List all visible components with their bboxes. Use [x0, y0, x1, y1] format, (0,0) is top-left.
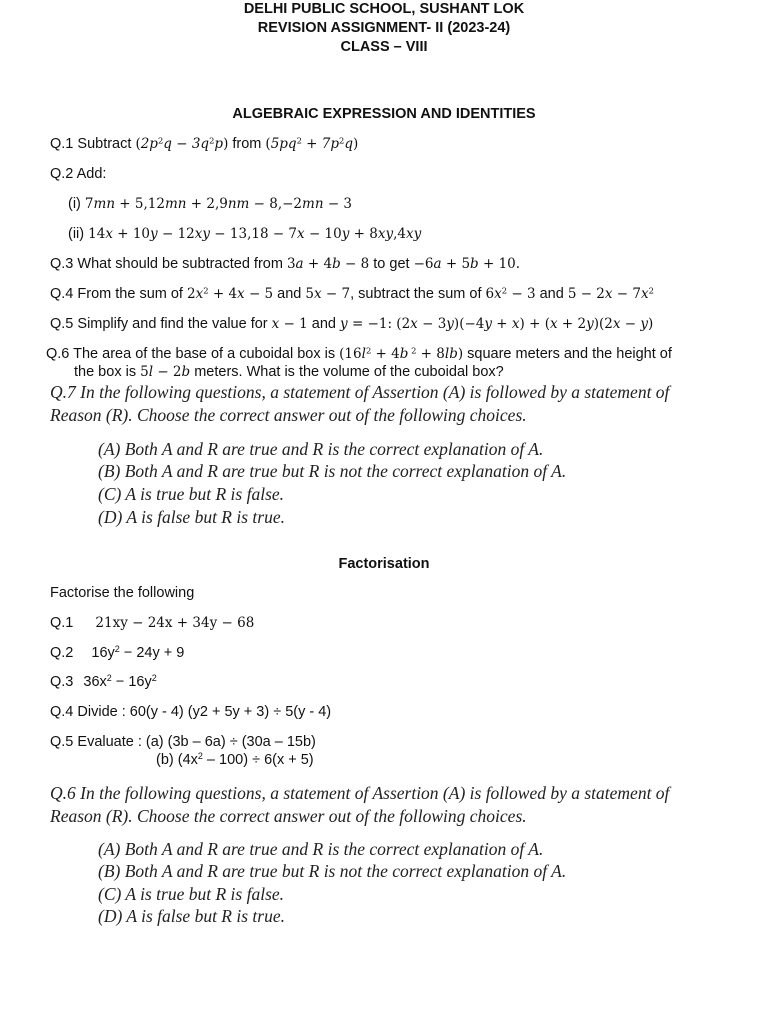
question-1: [50, 136, 358, 152]
factorise-intro: Factorise the following: [50, 585, 195, 601]
fact-question-4: Q.4 Divide : 60(y - 4) (y2 + 5y + 3) ÷ 5(y - 4): [50, 704, 332, 720]
math-expression: 14x + 10y − 12xy − 13,18 − 7x − 10y + 8xy,4xy: [88, 226, 422, 242]
fact-q6-line-1: Q.6 In the following questions, a statement of Assertion (A) is followed by a statement of: [50, 783, 670, 803]
math-expression: 3a + 4b − 8: [286, 256, 370, 272]
q5-and: and: [311, 316, 336, 332]
q-label: Q.2: [50, 645, 74, 661]
q7-line-1: Q.7 In the following questions, a statement of Assertion (A) is followed by a statement of: [50, 382, 670, 402]
math-expression: $2x^2 + 4x - 5$: [187, 285, 274, 302]
q4-and: and: [539, 286, 564, 302]
math-expression: −6a + 5b + 10.: [413, 256, 521, 272]
q6-text: Q.6 The area of the base of a cuboidal box is: [46, 346, 336, 362]
q4-subtract: , subtract the sum of: [350, 286, 482, 302]
q4-and: and: [277, 286, 302, 302]
q5-label: Q.5 Simplify and find the value for: [50, 316, 268, 332]
math-expression: x − 1: [271, 316, 308, 332]
q3-to-get: to get: [373, 256, 410, 272]
q6-text: square meters and the height of: [467, 346, 672, 362]
math-expression: 5x − 7: [305, 286, 351, 302]
fact-q6-option-d: (D) A is false but R is true.: [98, 906, 285, 926]
math-expression: $5 - 2x - 7x^2$: [567, 285, 654, 302]
fact-q6-option-b: (B) Both A and R are true but R is not the correct explanation of A.: [98, 861, 567, 881]
q-label: Q.3: [50, 674, 74, 690]
math-expression: ($16l^2 + 4b$ $^2$ + 8lb): [339, 345, 464, 362]
question-2: Q.2 Add:: [50, 166, 107, 182]
math-expression: $6x^2 - 3$: [485, 285, 536, 302]
q1-label: Q.1 Subtract: [50, 136, 132, 152]
fact-question-2: [50, 645, 184, 661]
section-title-algebra: ALGEBRAIC EXPRESSION AND IDENTITIES: [232, 106, 536, 122]
q1-from: from: [232, 136, 262, 152]
q7-option-b: (B) Both A and R are true but R is not the correct explanation of A.: [98, 461, 567, 481]
q6-text: meters. What is the volume of the cuboidal box?: [194, 364, 504, 380]
fact-q6-option-c: (C) A is true but R is false.: [98, 884, 285, 904]
q3-label: Q.3 What should be subtracted from: [50, 256, 283, 272]
section-title-factorisation: Factorisation: [338, 556, 430, 572]
school-name: DELHI PUBLIC SCHOOL, SUSHANT LOK: [243, 1, 525, 17]
question-6-line-2: [74, 364, 504, 380]
fact-q6-line-2: Reason (R). Choose the correct answer out of the following choices.: [50, 806, 527, 826]
q6-text: the box is: [74, 364, 137, 380]
question-2-part-i: [68, 196, 352, 212]
math-expression: y = −1: (2x − 3y)(−4y + x) + (x + 2y)(2x − y): [340, 316, 654, 332]
question-3: [50, 256, 520, 272]
q7-option-c: (C) A is true but R is false.: [98, 484, 285, 504]
fact-question-3: [50, 674, 157, 690]
fact-q6-option-a: (A) Both A and R are true and R is the correct explanation of A.: [98, 839, 544, 859]
fact-question-5-a: Q.5 Evaluate : (a) (3b – 6a) ÷ (30a – 15b): [50, 734, 316, 750]
question-5: [50, 316, 653, 332]
class-label: CLASS – VIII: [340, 39, 428, 55]
q4-label: Q.4 From the sum of: [50, 286, 183, 302]
question-6-line-1: [46, 346, 672, 362]
q-label: Q.1: [50, 615, 74, 631]
part-label: (ii): [68, 226, 85, 242]
math-expression: $16y^2 - 24y + 9$: [91, 644, 185, 661]
math-expression: $(2p^2q - 3q^2p)$: [135, 135, 229, 152]
fact-question-5-b: (b) $(4x^2 - 100) \div 6(x + 5)$: [156, 751, 314, 768]
math-expression: 7mn + 5,12mn + 2,9nm − 8,−2mn − 3: [84, 196, 353, 212]
fact-question-1: [50, 615, 254, 631]
math-expression: 21xy − 24x + 34y − 68: [95, 615, 255, 631]
question-2-part-ii: [68, 226, 421, 242]
question-4: [50, 286, 654, 302]
assignment-title: REVISION ASSIGNMENT- II (2023-24): [257, 20, 511, 36]
q7-option-a: (A) Both A and R are true and R is the correct explanation of A.: [98, 439, 544, 459]
math-expression: $(5pq^2 + 7p^2q)$: [265, 135, 359, 152]
q7-option-d: (D) A is false but R is true.: [98, 507, 285, 527]
math-expression: 5l − 2b: [140, 364, 191, 380]
part-label: (i): [68, 196, 81, 212]
q7-line-2: Reason (R). Choose the correct answer out of the following choices.: [50, 405, 527, 425]
math-expression: $36x^2 - 16y^2$: [83, 673, 157, 690]
